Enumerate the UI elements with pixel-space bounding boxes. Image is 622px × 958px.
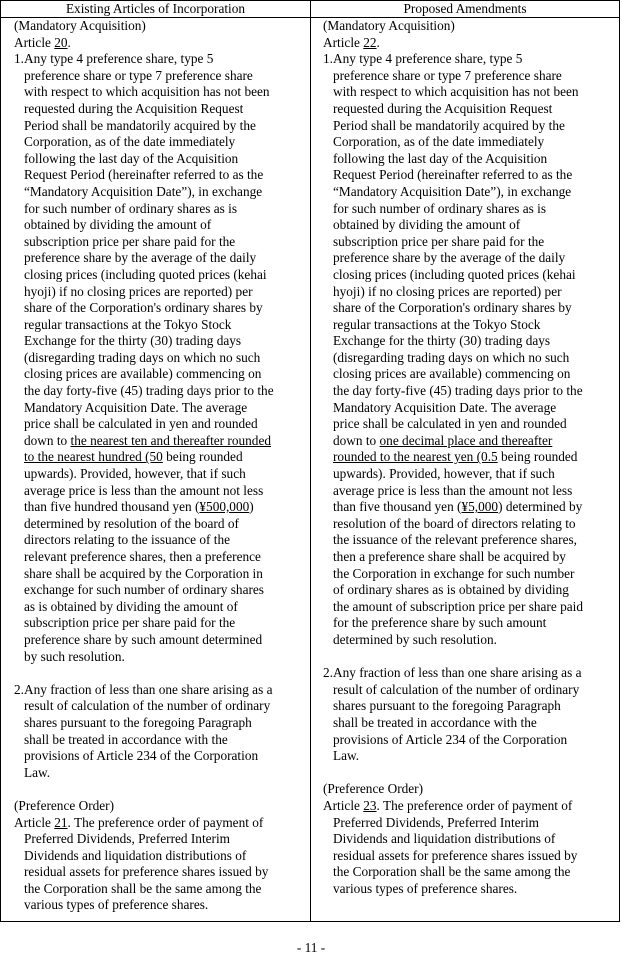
text-line: then a preference share shall be acquired by bbox=[332, 549, 566, 564]
section-heading: (Mandatory Acquisition) bbox=[14, 18, 146, 33]
text-line: result of calculation of the number of ordinary bbox=[23, 698, 271, 714]
section-heading: (Preference Order) bbox=[323, 781, 424, 797]
text-line: closing prices are available) commencing on bbox=[332, 366, 571, 382]
text-line: obtained by dividing the amount of bbox=[332, 217, 521, 233]
text-line: regular transactions at the Tokyo Stock bbox=[332, 316, 541, 332]
text-line: provisions of Article 234 of the Corporation bbox=[23, 748, 259, 764]
text-line: “Mandatory Acquisition Date”), in exchange bbox=[332, 183, 572, 199]
threshold-line: than five thousand yen (¥5,000) determined by bbox=[332, 499, 583, 515]
text-line: provisions of Article 234 of the Corporation bbox=[332, 731, 568, 747]
paragraph-number: 1. bbox=[14, 51, 24, 67]
text-line: Corporation, as of the date immediately bbox=[23, 134, 236, 150]
text-line: shares pursuant to the foregoing Paragraph bbox=[23, 714, 252, 730]
text-line: following the last day of the Acquisition bbox=[332, 150, 548, 166]
existing-column bbox=[1, 18, 311, 921]
text-line: preference share or type 7 preference share bbox=[332, 67, 562, 83]
text-line: share of the Corporation's ordinary shares by bbox=[332, 300, 572, 316]
text-line: the issuance of the relevant preference shares, bbox=[332, 532, 578, 548]
text-line: Law. bbox=[332, 748, 360, 764]
article-title: Article 22. bbox=[323, 34, 380, 50]
text-line: Request Period (hereinafter referred to as the bbox=[23, 167, 264, 183]
text-line: share shall be acquired by the Corporation in bbox=[23, 565, 263, 581]
text-line: determined by such resolution. bbox=[332, 631, 497, 647]
text-line: (disregarding trading days on which no such bbox=[23, 349, 261, 365]
paragraph-1: 1. Any type 4 preference share, type 5 preference share or type 7 preference share with respect to which acquisition has not been requested during the Acquisition Request Period shall be mandatorily acquired by the Corporation, as of the date immediately following the last day of the Acquisition Request Period (hereinafter referred to as the “Mandatory Acquisition Date”), in exchange for such number of ordinary shares as is obtained by dividing the amount of subscription price per share paid for the preference share by the average of the daily closing prices (including quoted prices (kehai hyoji) if no closing prices are reported) per share of the Corporation's ordinary shares by regular transactions at the Tokyo Stock Exchange for the thirty (30) trading days (disregarding trading days on which no such closing prices are available) commencing on the day forty-five (45) trading days prior to the Mandatory Acquisition Date. The average price shall be calculated in yen and rounded down to the nearest ten and thereafter rounded to the nearest hundred (50 being rounded upwards). Provided, however, that if such average price is less than the amount not less than five hundred thousand yen (¥500,000) determined by resolution of the board of directors relating to the issuance of the relevant preference shares, then a preference share shall be acquired by the Corporation in exchange for such number of ordinary shares as is obtained by dividing the amount of subscription price per share paid for the preference share by such amount determined by such resolution. bbox=[14, 51, 306, 665]
paragraph-2: 2. Any fraction of less than one share arising as a result of calculation of the number of ordinary shares pursuant to the foregoing Paragraph shall be treated in accordance with the provisions of Article 234 of the Corporation Law. bbox=[14, 682, 306, 782]
text-line: (disregarding trading days on which no such bbox=[332, 349, 570, 365]
text-line: Request Period (hereinafter referred to as the bbox=[332, 167, 573, 183]
text-line: various types of preference shares. bbox=[24, 897, 209, 913]
text-line: shares pursuant to the foregoing Paragraph bbox=[332, 698, 561, 714]
section-heading: (Preference Order) bbox=[14, 797, 115, 813]
rounding-line-1: down to the nearest ten and thereafter rounded bbox=[23, 432, 271, 448]
text-line: closing prices (including quoted prices (kehai bbox=[332, 266, 576, 282]
text-line: the amount of subscription price per share paid bbox=[332, 598, 583, 614]
paragraph-1: 1. Any type 4 preference share, type 5 preference share or type 7 preference share with respect to which acquisition has not been requested during the Acquisition Request Period shall be mandatorily acquired by the Corporation, as of the date immediately following the last day of the Acquisition Request Period (hereinafter referred to as the “Mandatory Acquisition Date”), in exchange for such number of ordinary shares as is obtained by dividing the amount of subscription price per share paid for the preference share by the average of the daily closing prices (including quoted prices (kehai hyoji) if no closing prices are reported) per share of the Corporation's ordinary shares by regular transactions at the Tokyo Stock Exchange for the thirty (30) trading days (disregarding trading days on which no such closing prices are available) commencing on the day forty-five (45) trading days prior to the Mandatory Acquisition Date. The average price shall be calculated in yen and rounded down to one decimal place and thereafter rounded to the nearest yen (0.5 being rounded upwards). Provided, however, that if such average price is less than the amount not less than five thousand yen (¥5,000) determined by resolution of the board of directors relating to the issuance of the relevant preference shares, then a preference share shall be acquired by the Corporation in exchange for such number of ordinary shares as is obtained by dividing the amount of subscription price per share paid for the preference share by such amount determined by such resolution. bbox=[323, 51, 615, 648]
paragraph-number: 2. bbox=[323, 665, 333, 681]
text-line: Corporation, as of the date immediately bbox=[332, 134, 545, 150]
article-number: 20 bbox=[54, 34, 68, 50]
text-line: with respect to which acquisition has not been bbox=[23, 84, 270, 100]
text-line: Preferred Dividends, Preferred Interim bbox=[333, 814, 540, 830]
text-line: Dividends and liquidation distributions of bbox=[333, 831, 556, 847]
text-line: Mandatory Acquisition Date. The average bbox=[23, 399, 248, 415]
text-line: residual assets for preference shares issued by bbox=[333, 847, 578, 863]
text-line: the day forty-five (45) trading days prior to the bbox=[332, 383, 583, 399]
threshold-line: than five hundred thousand yen (¥500,000) bbox=[23, 499, 254, 515]
text-line: for the preference share by such amount bbox=[332, 615, 547, 631]
text-line: with respect to which acquisition has not been bbox=[332, 84, 579, 100]
paragraph-number: 2. bbox=[14, 681, 24, 697]
article-number: 23 bbox=[363, 797, 377, 813]
paragraph-2: 2. Any fraction of less than one share arising as a result of calculation of the number of ordinary shares pursuant to the foregoing Paragraph shall be treated in accordance with the provisions of Article 234 of the Corporation Law. bbox=[323, 665, 615, 765]
text-line: Law. bbox=[23, 764, 51, 780]
text-line: directors relating to the issuance of the bbox=[23, 532, 231, 548]
text-line: shall be treated in accordance with the bbox=[332, 714, 537, 730]
text-line: subscription price per share paid for the bbox=[332, 233, 545, 249]
text-line: shall be treated in accordance with the bbox=[23, 731, 228, 747]
text-line: upwards). Provided, however, that if such bbox=[23, 466, 246, 482]
rounding-line-2: to the nearest hundred (50 being rounded bbox=[23, 449, 243, 465]
text-line: regular transactions at the Tokyo Stock bbox=[23, 316, 232, 332]
text-line: for such number of ordinary shares as is bbox=[23, 200, 238, 216]
text-line: as is obtained by dividing the amount of bbox=[23, 598, 238, 614]
section-heading: (Mandatory Acquisition) bbox=[323, 18, 455, 33]
paragraph-number: 1. bbox=[323, 51, 333, 67]
text-line: average price is less than the amount not less bbox=[23, 482, 264, 498]
text-line: Exchange for the thirty (30) trading days bbox=[332, 333, 551, 349]
text-line: upwards). Provided, however, that if such bbox=[332, 466, 555, 482]
text-line: subscription price per share paid for the bbox=[23, 615, 236, 631]
text-line: Period shall be mandatorily acquired by the bbox=[23, 117, 256, 133]
text-line: share of the Corporation's ordinary shares by bbox=[23, 300, 263, 316]
article-title: Article 21. The preference order of payment of bbox=[14, 814, 264, 830]
text-line: “Mandatory Acquisition Date”), in exchange bbox=[23, 183, 263, 199]
text-line: price shall be calculated in yen and rounded bbox=[23, 416, 258, 432]
text-line: result of calculation of the number of ordinary bbox=[332, 681, 580, 697]
proposed-column bbox=[311, 18, 619, 921]
page-number: - 11 - bbox=[296, 940, 326, 955]
text-line: following the last day of the Acquisition bbox=[23, 150, 239, 166]
text-line: closing prices are available) commencing on bbox=[23, 366, 262, 382]
text-line: for such number of ordinary shares as is bbox=[332, 200, 547, 216]
text-line: determined by resolution of the board of bbox=[23, 515, 239, 531]
text-line: requested during the Acquisition Request bbox=[23, 100, 244, 116]
text-line: hyoji) if no closing prices are reported) per bbox=[332, 283, 562, 299]
text-line: of ordinary shares as is obtained by dividing bbox=[332, 582, 569, 598]
text-line: the Corporation shall be the same among the bbox=[24, 880, 262, 896]
text-line: preference share or type 7 preference share bbox=[23, 67, 253, 83]
text-line: resolution of the board of directors relating to bbox=[332, 515, 576, 531]
text-line: relevant preference shares, then a preference bbox=[23, 549, 261, 564]
article-title: Article 23. The preference order of payment of bbox=[323, 797, 573, 813]
text-line: preference share by the average of the daily bbox=[332, 250, 566, 266]
text-line: residual assets for preference shares issued by bbox=[24, 864, 269, 880]
text-line: hyoji) if no closing prices are reported) per bbox=[23, 283, 253, 299]
text-line: the Corporation in exchange for such number bbox=[332, 565, 575, 581]
header-existing: Existing Articles of Incorporation bbox=[1, 1, 311, 18]
text-line: requested during the Acquisition Request bbox=[332, 100, 553, 116]
text-line: Exchange for the thirty (30) trading days bbox=[23, 333, 242, 349]
text-line: by such resolution. bbox=[23, 648, 125, 664]
text-line: Period shall be mandatorily acquired by the bbox=[332, 117, 565, 133]
text-line: various types of preference shares. bbox=[333, 880, 518, 896]
text-line: preference share by such amount determined bbox=[23, 631, 263, 647]
text-line: average price is less than the amount not less bbox=[332, 482, 573, 498]
text-line: preference share by the average of the daily bbox=[23, 250, 257, 266]
rounding-line-2: rounded to the nearest yen (0.5 being rounded bbox=[332, 449, 578, 465]
rounding-line-1: down to one decimal place and thereafter bbox=[332, 432, 553, 448]
text-line: closing prices (including quoted prices (kehai bbox=[23, 266, 267, 282]
article-title: Article 20. bbox=[14, 34, 71, 50]
text-line: exchange for such number of ordinary shares bbox=[23, 582, 264, 598]
text-line: price shall be calculated in yen and rounded bbox=[332, 416, 567, 432]
article-number: 22 bbox=[363, 34, 377, 50]
text-line: obtained by dividing the amount of bbox=[23, 217, 212, 233]
header-proposed: Proposed Amendments bbox=[311, 1, 619, 18]
text-line: the Corporation shall be the same among the bbox=[333, 864, 571, 880]
text-line: Dividends and liquidation distributions of bbox=[24, 847, 247, 863]
text-line: Mandatory Acquisition Date. The average bbox=[332, 399, 557, 415]
article-number: 21 bbox=[54, 814, 68, 830]
text-line: the day forty-five (45) trading days prior to the bbox=[23, 383, 274, 399]
text-line: Preferred Dividends, Preferred Interim bbox=[24, 831, 231, 847]
text-line: subscription price per share paid for the bbox=[23, 233, 236, 249]
